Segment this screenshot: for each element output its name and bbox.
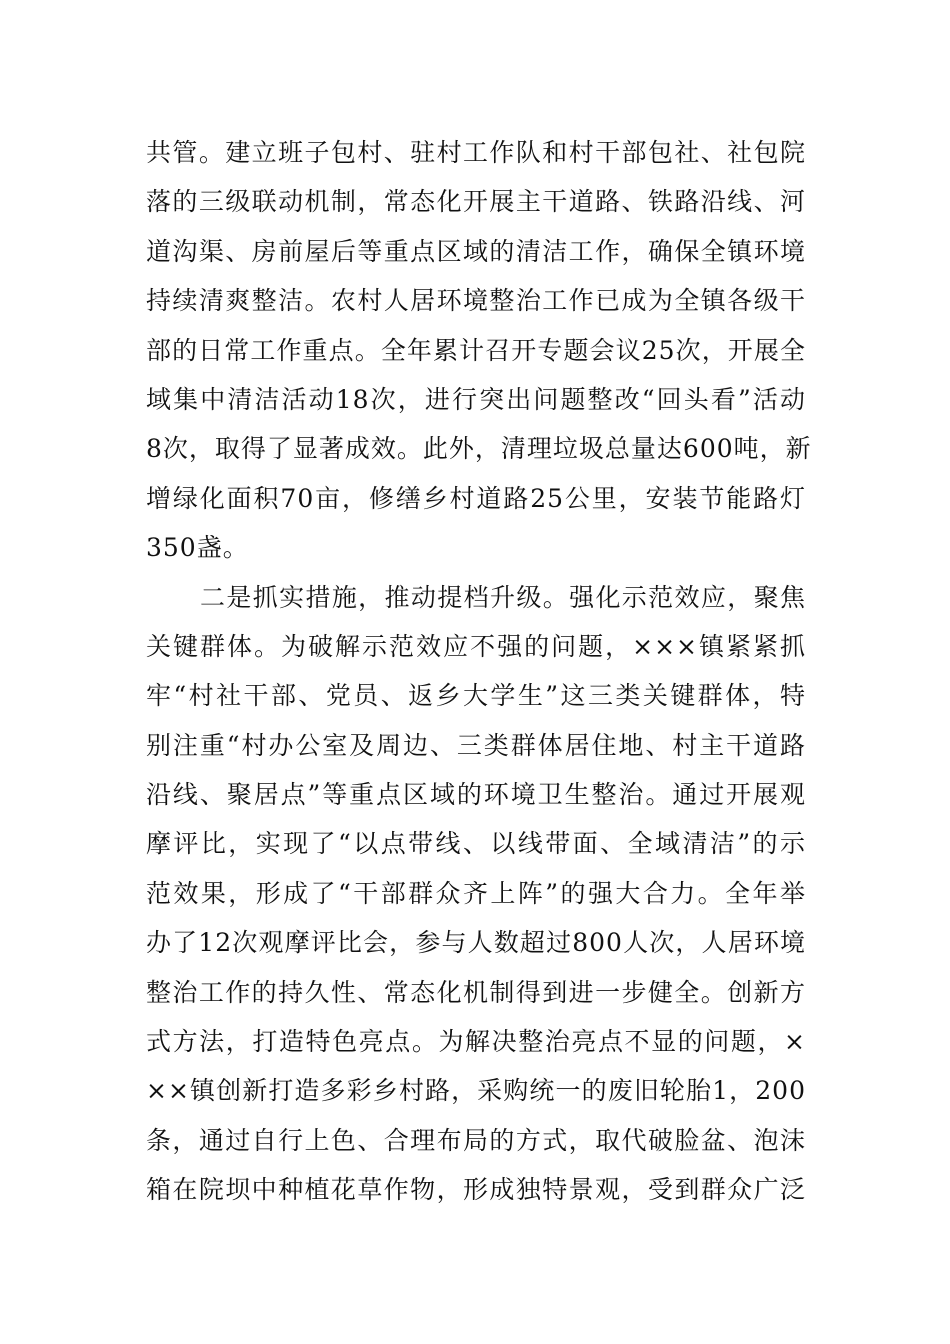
paragraph-line: 别注重“村办公室及周边、三类群体居住地、村主干道路	[146, 730, 806, 760]
paragraph-line: 关键群体。为破解示范效应不强的问题，×××镇紧紧抓	[146, 631, 806, 661]
document-body	[146, 128, 812, 1215]
paragraph-line: 二是抓实措施，推动提档升级。强化示范效应，聚焦	[200, 582, 806, 612]
paragraph-line: 沿线、聚居点”等重点区域的环境卫生整治。通过开展观	[146, 780, 806, 810]
paragraph-line: 共管。建立班子包村、驻村工作队和村干部包社、社包院	[146, 138, 806, 167]
paragraph-line: 摩评比，实现了“以点带线、以线带面、全域清洁”的示	[146, 829, 806, 859]
paragraph-line: 条，通过自行上色、合理布局的方式，取代破脸盆、泡沫	[146, 1125, 806, 1155]
paragraph-line: 道沟渠、房前屋后等重点区域的清洁工作，确保全镇环境	[146, 236, 806, 266]
paragraph-line: 箱在院坝中种植花草作物，形成独特景观，受到群众广泛	[146, 1175, 806, 1205]
paragraph-line: 范效果，形成了“干部群众齐上阵”的强大合力。全年举	[146, 878, 806, 908]
paragraph-line: 办了12次观摩评比会，参与人数超过800人次，人居环境	[146, 928, 806, 958]
paragraph-line: 式方法，打造特色亮点。为解决整治亮点不显的问题，×	[146, 1027, 806, 1057]
paragraph-line: 增绿化面积70亩，修缮乡村道路25公里，安装节能路灯	[146, 483, 806, 513]
paragraph-line: 持续清爽整洁。农村人居环境整治工作已成为全镇各级干	[146, 286, 806, 316]
paragraph-line: 整治工作的持久性、常态化机制得到进一步健全。创新方	[146, 977, 806, 1007]
paragraph-line: 8次，取得了显著成效。此外，清理垃圾总量达600吨，新	[146, 434, 812, 464]
paragraph-line: 牢“村社干部、党员、返乡大学生”这三类关键群体，特	[146, 681, 806, 711]
paragraph-line: 域集中清洁活动18次，进行突出问题整改“回头看”活动	[146, 384, 806, 414]
paragraph-line: ××镇创新打造多彩乡村路，采购统一的废旧轮胎1，200	[146, 1076, 806, 1106]
paragraph-line: 部的日常工作重点。全年累计召开专题会议25次，开展全	[146, 335, 806, 365]
paragraph-line: 350盏。	[146, 533, 249, 563]
paragraph-2	[146, 573, 806, 1215]
paragraph-1	[146, 128, 812, 573]
paragraph-line: 落的三级联动机制，常态化开展主干道路、铁路沿线、河	[146, 187, 806, 217]
